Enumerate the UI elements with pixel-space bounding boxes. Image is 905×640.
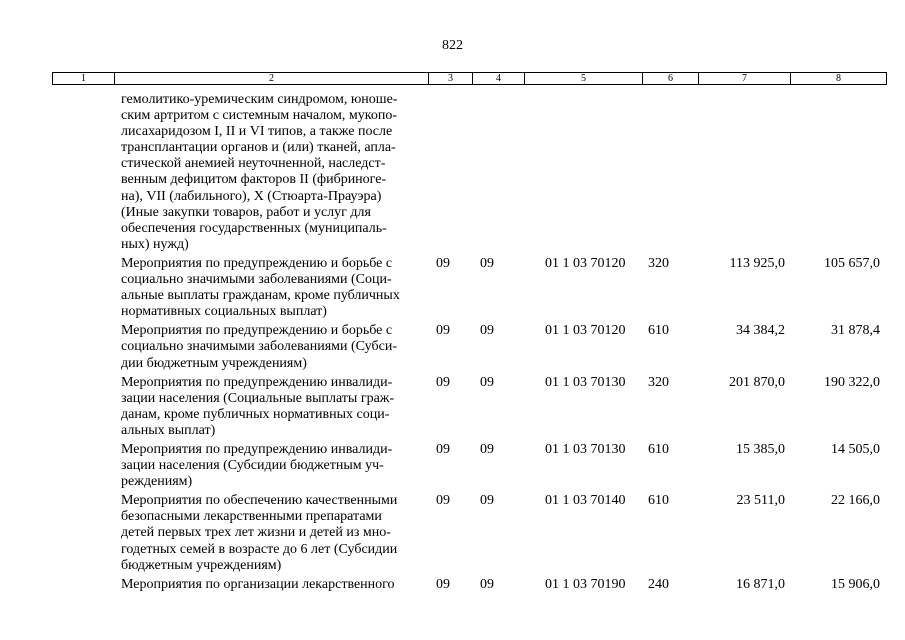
row-amount-col7: 23 511,0	[736, 493, 785, 509]
header-cell-2: 2	[115, 73, 429, 85]
row-expense-type: 240	[648, 576, 669, 592]
row-section: 09	[436, 441, 450, 457]
row-description: Мероприятия по обеспечению качественными безопасными лекарственными препаратами детей первых трех лет жизни и детей из мно- годетных семей в возрасте до 6 лет (Субсидии бюджетным учреждениям)	[121, 493, 398, 573]
row-target-article: 01 1 03 70190	[545, 576, 626, 592]
row-expense-type: 610	[648, 323, 669, 339]
row-target-article: 01 1 03 70130	[545, 374, 626, 390]
row-subsection: 09	[480, 255, 494, 271]
header-cell-1: 1	[53, 73, 115, 85]
row-section: 09	[436, 255, 450, 271]
row-subsection: 09	[480, 441, 494, 457]
table-row	[0, 442, 905, 490]
row-section: 09	[436, 323, 450, 339]
row-expense-type: 320	[648, 374, 669, 390]
row-target-article: 01 1 03 70130	[545, 441, 626, 457]
row-description: Мероприятия по предупреждению инвалиди- зации населения (Субсидии бюджетным уч- реждениям)	[121, 441, 393, 490]
row-amount-col8: 22 166,0	[831, 493, 880, 509]
row-amount-col7: 15 385,0	[736, 441, 785, 457]
header-cell-4: 4	[473, 73, 525, 85]
row-expense-type: 320	[648, 255, 669, 271]
header-cell-7: 7	[699, 73, 791, 85]
row-target-article: 01 1 03 70120	[545, 255, 626, 271]
row-amount-col7: 16 871,0	[736, 576, 785, 592]
row-subsection: 09	[480, 323, 494, 339]
page-number: 822	[442, 38, 463, 53]
row-target-article: 01 1 03 70120	[545, 323, 626, 339]
row-description: Мероприятия по предупреждению и борьбе с социально значимыми заболеваниями (Соци- альные выплаты гражданам, кроме публичных нормативных социальных выплат)	[121, 255, 400, 320]
table-row	[0, 256, 905, 320]
header-cell-5: 5	[525, 73, 643, 85]
row-amount-col8: 105 657,0	[824, 255, 880, 271]
row-amount-col7: 201 870,0	[729, 374, 785, 390]
table-row	[0, 493, 905, 573]
row-expense-type: 610	[648, 493, 669, 509]
header-cell-6: 6	[643, 73, 699, 85]
row-subsection: 09	[480, 374, 494, 390]
row-description: гемолитико-уремическим синдромом, юноше- ским артритом с системным началом, мукопо- лисахаридозом I, II и VI типов, а также после трансплантации органов и (или) тканей, апла- стической анемией неуточненной, наследст- венным дефицитом факторов II (фибриноге- на), VII (лабильного), X (Стюарта-Прауэра) (Иные закупки товаров, работ и услуг для обеспечения государственных (муниципаль- ных) нужд)	[121, 92, 398, 252]
table-row	[0, 92, 905, 253]
row-amount-col7: 113 925,0	[729, 255, 785, 271]
table-row	[0, 375, 905, 439]
row-subsection: 09	[480, 493, 494, 509]
row-amount-col8: 15 906,0	[831, 576, 880, 592]
header-cell-8: 8	[791, 73, 887, 85]
row-description: Мероприятия по предупреждению и борьбе с социально значимыми заболеваниями (Субси- дии бюджетным учреждениям)	[121, 323, 397, 371]
table-row	[0, 323, 905, 371]
row-section: 09	[436, 576, 450, 592]
row-amount-col8: 190 322,0	[824, 374, 880, 390]
row-description: Мероприятия по предупреждению инвалиди- зации населения (Социальные выплаты граж- данам, кроме публичных нормативных соци- альных выплат)	[121, 374, 395, 438]
column-header-table	[52, 72, 887, 85]
table-body	[0, 92, 905, 593]
row-section: 09	[436, 493, 450, 509]
row-section: 09	[436, 374, 450, 390]
row-amount-col7: 34 384,2	[736, 323, 785, 339]
row-subsection: 09	[480, 576, 494, 592]
row-amount-col8: 14 505,0	[831, 441, 880, 457]
row-expense-type: 610	[648, 441, 669, 457]
row-target-article: 01 1 03 70140	[545, 493, 626, 509]
table-row	[0, 577, 905, 593]
row-description: Мероприятия по организации лекарственного	[121, 576, 395, 592]
row-amount-col8: 31 878,4	[831, 323, 880, 339]
header-cell-3: 3	[429, 73, 473, 85]
